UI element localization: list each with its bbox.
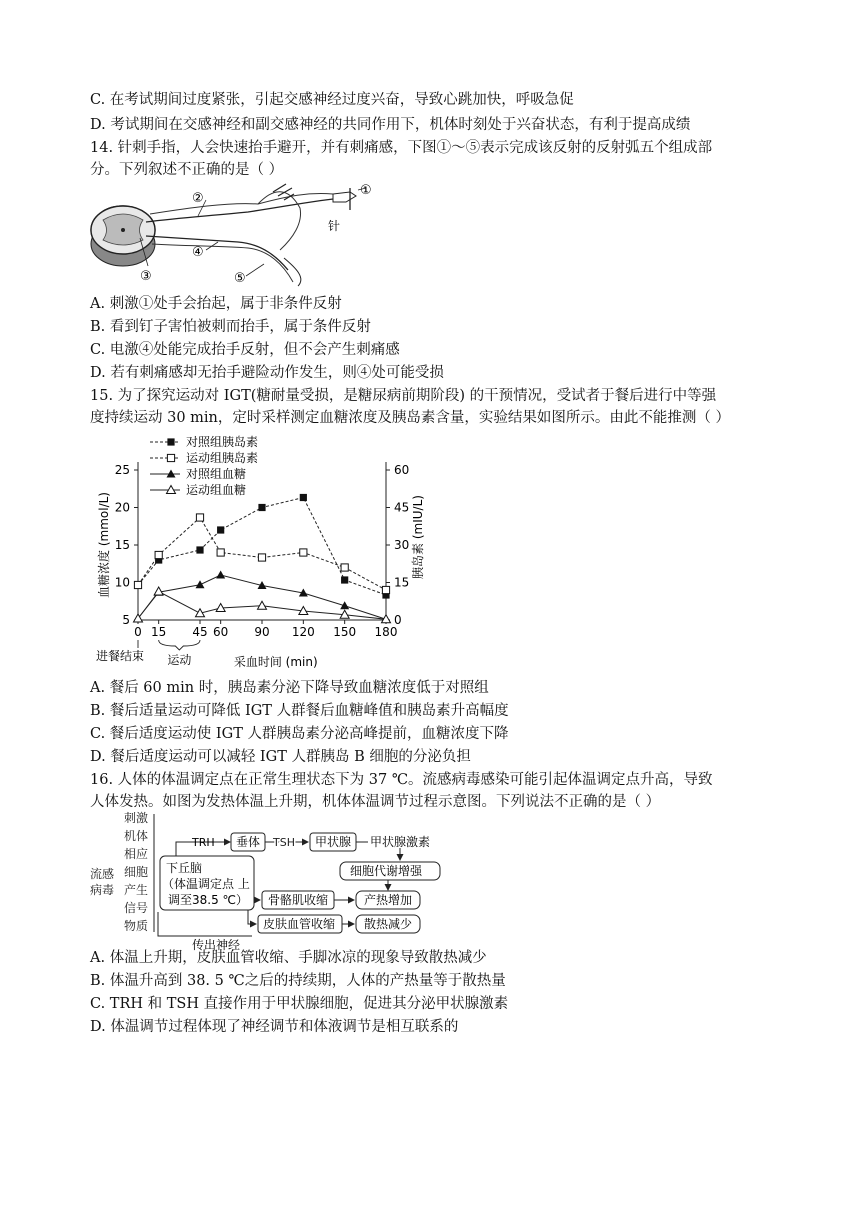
- label-3: ③: [140, 269, 152, 284]
- q15-stem-line2: 度持续运动 30 min，定时采样测定血糖浓度及胰岛素含量，实验结果如图所示。由此不能推测（ ）: [90, 410, 730, 426]
- data-point: [167, 438, 174, 445]
- data-point: [300, 494, 307, 501]
- y-axis-right-label: 胰岛素 (mIU/L): [411, 495, 425, 579]
- q14-option-c: C. 电激④处能完成抬手反射，但不会产生刺痛感: [90, 342, 400, 358]
- signal-text-0: 刺激: [124, 811, 149, 825]
- data-point: [300, 549, 307, 556]
- setpoint-line-2: 调至38.5 ℃）: [168, 893, 249, 907]
- legend-label-3: 运动组血糖: [186, 483, 247, 497]
- annotation-meal-end: 进餐结束: [96, 649, 145, 663]
- heat-gain-label: 产热增加: [364, 893, 413, 907]
- label-1: ①: [360, 183, 372, 198]
- hypothalamus-label: 下丘脑: [166, 861, 203, 875]
- series-line-0: [138, 498, 386, 596]
- x-tick-label: 60: [213, 625, 229, 639]
- q16-option-c: C. TRH 和 TSH 直接作用于甲状腺细胞，促进其分泌甲状腺激素: [90, 996, 509, 1012]
- x-tick-label: 0: [134, 625, 142, 639]
- q14-option-b: B. 看到钉子害怕被刺而抬手，属于条件反射: [90, 319, 371, 335]
- q15-option-d: D. 餐后适度运动可以减轻 IGT 人群胰岛 B 细胞的分泌负担: [90, 749, 471, 765]
- q16-stem-line1: 16. 人体的体温调定点在正常生理状态下为 37 ℃。流感病毒感染可能引起体温调定点升高，导致: [90, 772, 713, 788]
- metabolism-label: 细胞代谢增强: [350, 864, 423, 878]
- signal-text-3: 细胞: [124, 865, 149, 879]
- x-tick-label: 45: [192, 625, 208, 639]
- legend-label-2: 对照组血糖: [186, 467, 247, 481]
- pituitary-label: 垂体: [236, 835, 261, 849]
- data-point: [167, 454, 174, 461]
- signal-text-1: 机体: [124, 829, 149, 843]
- q16-stem-line2: 人体发热。如图为发热体温上升期，机体体温调节过程示意图。下列说法不正确的是（ ）: [90, 794, 661, 810]
- x-tick-label: 90: [254, 625, 270, 639]
- label-4: ④: [192, 245, 204, 260]
- setpoint-line-1: （体温调定点 上: [162, 877, 250, 891]
- label-2: ②: [192, 191, 204, 206]
- signal-text-4: 产生: [124, 883, 149, 897]
- legend-label-1: 运动组胰岛素: [186, 451, 259, 465]
- q16-option-d: D. 体温调节过程体现了神经调节和体液调节是相互联系的: [90, 1019, 459, 1035]
- exercise-brace: [159, 640, 200, 650]
- y-left-tick-label: 15: [114, 538, 130, 552]
- q14-stem-line2: 分。下列叙述不正确的是（ ）: [90, 162, 284, 178]
- y-right-tick-label: 0: [394, 613, 402, 627]
- y-right-tick-label: 60: [394, 463, 410, 477]
- tsh-label: TSH: [273, 836, 295, 849]
- q15-stem-line1: 15. 为了探究运动对 IGT(糖耐量受损，是糖尿病前期阶段) 的干预情况，受试者于餐后进行中等强: [90, 388, 717, 404]
- signal-text-5: 信号: [124, 901, 149, 915]
- q13-option-c: C. 在考试期间过度紧张，引起交感神经过度兴奋，导致心跳加快，呼吸急促: [90, 92, 574, 108]
- q13-option-d: D. 考试期间在交感神经和副交感神经的共同作用下，机体时刻处于兴奋状态，有利于提高成绩: [90, 117, 691, 133]
- virus-label-2: 病毒: [90, 883, 115, 897]
- efferent-nerve-label: 传出神经: [192, 938, 241, 952]
- signal-text-2: 相应: [124, 847, 149, 861]
- q14-option-a: A. 刺激①处手会抬起，属于非条件反射: [90, 296, 342, 312]
- x-tick-label: 180: [374, 625, 398, 639]
- x-axis-label: 采血时间 (min): [233, 655, 318, 669]
- label-5: ⑤: [234, 271, 246, 286]
- y-right-tick-label: 15: [394, 575, 410, 590]
- q16-option-a: A. 体温上升期，皮肤血管收缩、手脚冰凉的现象导致散热减少: [90, 950, 487, 966]
- data-point: [216, 571, 225, 579]
- signal-text-6: 物质: [124, 919, 149, 933]
- y-left-tick-label: 5: [122, 613, 130, 627]
- label-needle: 针: [328, 219, 341, 233]
- y-right-tick-label: 45: [394, 500, 410, 515]
- muscle-label: 骨骼肌收缩: [268, 893, 329, 907]
- legend-label-0: 对照组胰岛素: [186, 435, 259, 449]
- y-left-tick-label: 10: [114, 575, 130, 590]
- annotation-exercise: 运动: [167, 653, 192, 667]
- data-point: [134, 581, 141, 588]
- x-tick-label: 150: [333, 625, 357, 639]
- data-point: [196, 546, 203, 553]
- data-point: [258, 504, 265, 511]
- data-point: [382, 586, 389, 593]
- data-point: [258, 601, 267, 609]
- data-point: [154, 587, 163, 595]
- thyroid-hormone-label: 甲状腺激素: [370, 835, 431, 849]
- data-point: [217, 549, 224, 556]
- data-point: [155, 551, 162, 558]
- data-point: [258, 554, 265, 561]
- data-point: [196, 580, 205, 588]
- q14-stem-line1: 14. 针刺手指，人会快速抬手避开，并有刺痛感，下图①～⑤表示完成该反射的反射弧五个组成部: [90, 140, 713, 156]
- data-point: [341, 564, 348, 571]
- q14-option-d: D. 若有刺痛感却无抬手避险动作发生，则④处可能受损: [90, 365, 444, 381]
- x-tick-label: 15: [151, 625, 167, 639]
- q15-option-a: A. 餐后 60 min 时，胰岛素分泌下降导致血糖浓度低于对照组: [90, 680, 489, 696]
- data-point: [217, 526, 224, 533]
- trh-label: TRH: [192, 836, 215, 849]
- reflex-arc-figure: [88, 178, 388, 290]
- thyroid-label: 甲状腺: [315, 835, 352, 849]
- glucose-insulin-chart: [88, 432, 428, 670]
- virus-label-1: 流感: [90, 867, 115, 881]
- y-axis-left-label: 血糖浓度 (mmol/L): [97, 492, 111, 598]
- y-right-tick-label: 30: [394, 538, 410, 552]
- x-tick-label: 120: [291, 625, 315, 639]
- q16-option-b: B. 体温升高到 38. 5 ℃之后的持续期，人体的产热量等于散热量: [90, 973, 506, 989]
- vessel-label: 皮肤血管收缩: [263, 917, 336, 931]
- q15-option-b: B. 餐后适量运动可降低 IGT 人群餐后血糖峰值和胰岛素升高幅度: [90, 703, 509, 719]
- q15-option-c: C. 餐后适度运动使 IGT 人群胰岛素分泌高峰提前，血糖浓度下降: [90, 726, 509, 742]
- y-left-tick-label: 20: [114, 500, 130, 515]
- heat-loss-label: 散热减少: [364, 917, 413, 931]
- data-point: [196, 514, 203, 521]
- y-left-tick-label: 25: [114, 463, 130, 477]
- thermoregulation-diagram: [88, 808, 488, 952]
- data-point: [341, 576, 348, 583]
